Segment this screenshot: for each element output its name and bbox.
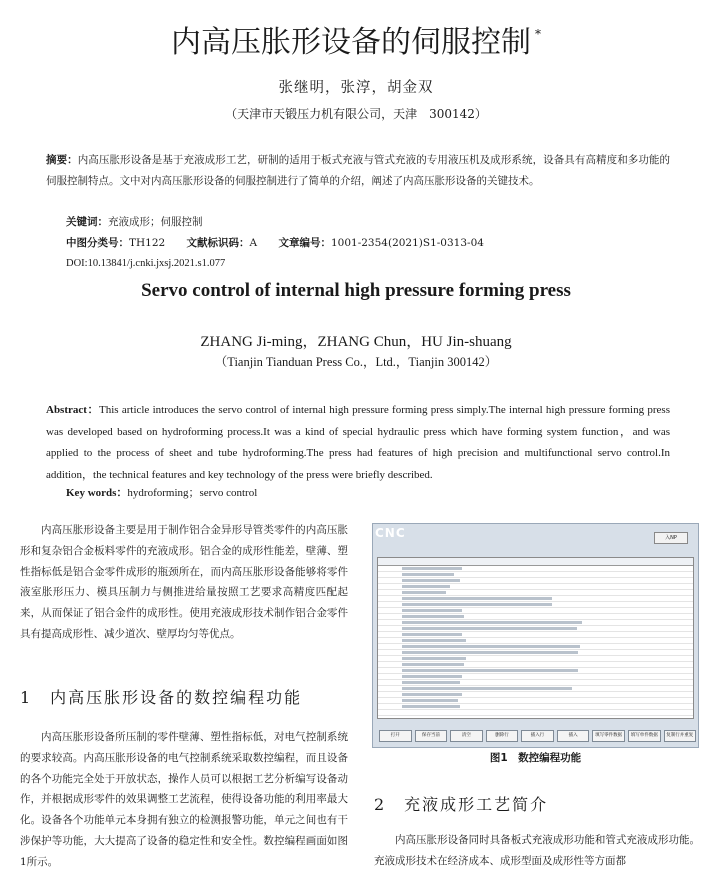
intro-paragraph: 内高压胀形设备主要是用于制作铝合金异形导管类零件的内高压胀形和复杂铝合金板料零件的充液成形。铝合金的成形性能差，壁薄、塑性指标低是铝合金零件成形的瓶颈所在，而内高压胀形设备能够将零件液室胀形压力、模具压制力与侧推进给量按照工艺要求高精度匹配起来，从而保证了铝合金件的成形性。使用充液成形技术制作铝合金零件具有提高成形性、减少道次、壁厚均匀等优点。 [20, 524, 348, 640]
program-row-text [402, 621, 582, 624]
program-row-text [402, 681, 460, 684]
affiliation-cn: （天津市天锻压力机有限公司，天津 300142） [225, 107, 487, 121]
affiliation-en: （Tianjin Tianduan Press Co.，Ltd.，Tianjin 300142） [214, 355, 498, 369]
program-row-text [402, 597, 552, 600]
classification-line: 中图分类号：TH122 文献标识码：A 文章编号：1001-2354(2021)S1-0313-04 [66, 237, 484, 249]
paper-title-en: Servo control of internal high pressure forming press [141, 280, 571, 301]
paper-title-cn: 内高压胀形设备的伺服控制 * [171, 25, 541, 60]
abstract-cn-text: 内高压胀形设备是基于充液成形工艺，研制的适用于板式充液与管式充液的专用液压机及成形系统，设备具有高精度和多功能的伺服控制特点。文中对内高压胀形设备的伺服控制进行了简单的介绍，阐述了内高压胀形设备的关键技术。 [46, 154, 670, 187]
program-row-text [402, 675, 462, 678]
section1-heading: 1 内高压胀形设备的数控编程功能 [20, 688, 303, 707]
program-table-header [378, 558, 693, 566]
keywords-en: Key words：hydroforming；servo control [66, 487, 258, 499]
figure-button: 打开 [379, 730, 412, 742]
figure-cnc-programming-screen [372, 523, 699, 748]
program-row-text [402, 705, 460, 708]
section2-paragraph: 内高压胀形设备同时具备板式充液成形功能和管式充液成形功能。充液成形技术在经济成本、成形型面及成形性等方面都 [374, 834, 700, 867]
program-row-text [402, 645, 580, 648]
section2-heading: 2 充液成形工艺简介 [374, 795, 549, 814]
section1-paragraph: 内高压胀形设备所压制的零件壁薄、塑性指标低，对电气控制系统的要求较高。内高压胀形设备的电气控制系统采取数控编程，而且设备的各个功能完全处于开放状态，操作人员可以根据工艺分析编写设备动作，并根据成形零件的效果调整工艺流程，使得设备功能的利用率最大化。设备各个功能单元本身拥有独立的检测报警功能，单元之间也有干涉保护等功能，大大提高了设备的稳定性和安全性。数控编程画面如图1所示。 [20, 731, 348, 868]
program-row-text [402, 657, 466, 660]
program-row-text [402, 585, 450, 588]
program-row-text [402, 627, 577, 630]
program-row-text [402, 699, 458, 702]
program-row-text [402, 615, 464, 618]
figure-button: 插入行 [521, 730, 554, 742]
figure-button: 清空 [450, 730, 483, 742]
program-row-text [402, 579, 460, 582]
program-row-text [402, 693, 462, 696]
program-row-text [402, 669, 578, 672]
authors-en: ZHANG Ji-ming，ZHANG Chun，HU Jin-shuang [200, 334, 512, 350]
figure-caption: 图1 数控编程功能 [489, 752, 582, 764]
program-row-text [402, 567, 462, 570]
figure-button: 填写零件数据 [592, 730, 625, 742]
program-row-text [402, 651, 578, 654]
keywords-cn: 关键词：充液成形；伺服控制 [66, 216, 203, 228]
program-row-text [402, 609, 462, 612]
figure-button: 保存当前 [415, 730, 448, 742]
figure-button: 复制行并重复 [664, 730, 697, 742]
program-row-text [402, 603, 552, 606]
figure-top-button: 入NP [654, 532, 688, 544]
cnc-logo: CNC [375, 526, 406, 540]
program-table [377, 557, 694, 719]
title-footnote-mark: * [535, 27, 541, 41]
program-row-text [402, 663, 464, 666]
program-row-text [402, 687, 572, 690]
abstract-cn [46, 150, 670, 192]
program-row-text [402, 591, 446, 594]
program-row-text [402, 633, 462, 636]
program-row-text [402, 639, 466, 642]
doi: DOI:10.13841/j.cnki.jxsj.2021.s1.077 [66, 258, 226, 269]
figure-button: 删除行 [486, 730, 519, 742]
figure-button-bar [379, 730, 696, 742]
abstract-cn-label: 摘要： [46, 154, 78, 166]
program-table-row [378, 716, 693, 719]
figure-button: 插入 [557, 730, 590, 742]
program-row-text [402, 573, 454, 576]
authors-cn: 张继明，张淳，胡金双 [278, 80, 434, 96]
figure-button: 填写单件数据 [628, 730, 661, 742]
abstract-en: Abstract：This article introduces the servo control of internal high pressure forming press simply.The internal high pressure forming press was developed based on hydroforming process.It was a kind of special hydraulic press which have forming system function，and was applied to the process of sheet and tube hydroforming.The press had features of high precision and multifunctional servo control.In addition，the technical features and key technology of the press were briefly described. [46, 404, 670, 481]
